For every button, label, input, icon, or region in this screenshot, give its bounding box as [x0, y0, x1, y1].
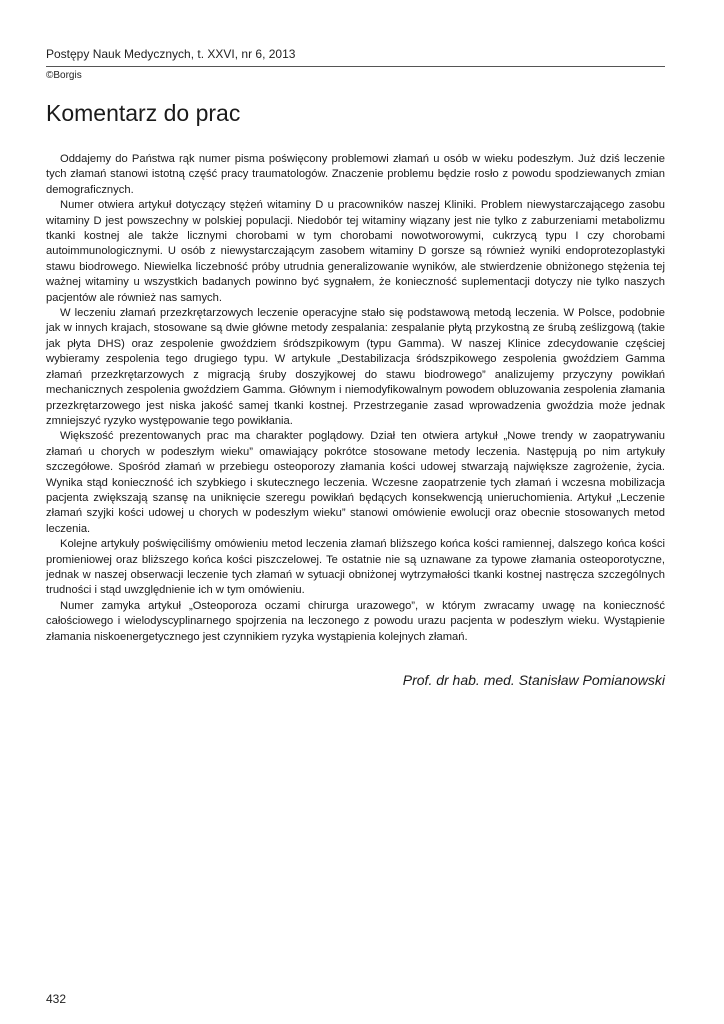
- paragraph: Oddajemy do Państwa rąk numer pisma poświęcony problemowi złamań u osób w wieku podeszłym. Już dziś leczenie tych złamań stanowi istotną część pracy traumatologów. Znaczenie problemu będzie rosło z powodu spodziewanych zmian demograficznych.: [46, 153, 665, 196]
- header-divider: [46, 66, 665, 67]
- paragraph: Kolejne artykuły poświęciliśmy omówieniu metod leczenia złamań bliższego końca kości ramiennej, dalszego końca kości promieniowej oraz bliższego końca kości piszczelowej. Te ostatnie nie są uznawane za typowe złamania osteoporotyczne, jednak w naszej obserwacji leczenie tych złamań w sytuacji obniżonej wytrzymałości tkanki kostnej nastręcza szczególnych trudności i stąd uwzględnienie ich w tym omówieniu.: [46, 538, 665, 597]
- author-signature: Prof. dr hab. med. Stanisław Pomianowski: [402, 672, 665, 688]
- copyright-notice: ©Borgis: [46, 70, 82, 81]
- paragraph: Większość prezentowanych prac ma charakter poglądowy. Dział ten otwiera artykuł „Nowe trendy w zaopatrywaniu złamań u chorych w podeszłym wieku” omawiający pokrótce stosowane metody leczenia. Następują po nim artykuły szczegółowe. Spośród złamań w przebiegu osteoporozy złamania kości udowej stwarzają największe zagrożenie, życia. Wynika stąd konieczność ich szybkiego i skutecznego leczenia. Wczesne zaopatrzenie tych złamań i wczesna mobilizacja pacjenta zwiększają szansę na uniknięcie szeregu powikłań będących konsekwencją unieruchomienia. Artykuł „Leczenie złamań szyjki kości udowej u chorych w podeszłym wieku” stanowi omówienie ewolucji oraz obecnie stosowanych metod leczenia.: [46, 430, 665, 535]
- article-title: Komentarz do prac: [46, 100, 241, 126]
- page-number: 432: [46, 992, 67, 1006]
- paragraph: W leczeniu złamań przezkrętarzowych leczenie operacyjne stało się podstawową metodą leczenia. W Polsce, podobnie jak w innych krajach, stosowane są dwie główne metody zespalania: zespalanie płytą przykostną ze śrubą ześlizgową (takie jak płyta DHS) oraz zespolenie gwoździem śródszpikowym (typu Gamma). W naszej Klinice zdecydowanie częściej wybieramy zespolenia tego drugiego typu. W artykule „Destabilizacja śródszpikowego zespolenia gwoździem Gamma złamań przezkrętarzowych z migracją śruby doszyjkowej do stawu biodrowego” analizujemy przyczyny powikłań mechanicznych zespolenia gwoździem Gamma. Głównym i niemodyfikowalnym powodem obluzowania zespolenia złamania przezkrętarzowego jest niska jakość samej tkanki kostnej. Przestrzeganie zasad wprowadzenia gwoździa może jednak zmniejszyć ryzyko występowanie tego powikłania.: [46, 307, 665, 427]
- journal-citation: Postępy Nauk Medycznych, t. XXVI, nr 6, 2013: [46, 47, 296, 61]
- paragraph: Numer zamyka artykuł „Osteoporoza oczami chirurga urazowego”, w którym zwracamy uwagę na konieczność całościowego i wielodyscyplinarnego spojrzenia na leczonego z powodu urazu pacjenta w podeszłym wieku. Wystąpienie złamania niskoenergetycznego jest czynnikiem ryzyka wystąpienia kolejnych złamań.: [46, 599, 665, 643]
- paragraph: Numer otwiera artykuł dotyczący stężeń witaminy D u pracowników naszej Kliniki. Problem niewystarczającego zasobu witaminy D jest powszechny w polskiej populacji. Niedobór tej witaminy wiązany jest nie tylko z zaburzeniami metabolizmu tkanki kostnej ale także licznymi chorobami w tym chorobami nowotworowymi, cukrzycą typu I czy chorobami autoimmunologicznymi. U osób z niewystarczającym zasobem witaminy D gorsze są również wyniki endoprotezoplastyki stawu biodrowego. Niewielka liczebność próby utrudnia generalizowanie wyników, ale stwierdzenie obniżonego stężenia tej ważnej witaminy u wszystkich badanych powinno być sygnałem, że konieczność suplementacji dotyczy nie tylko naszych pacjentów ale również nas samych.: [46, 199, 665, 304]
- article-body: [46, 152, 665, 645]
